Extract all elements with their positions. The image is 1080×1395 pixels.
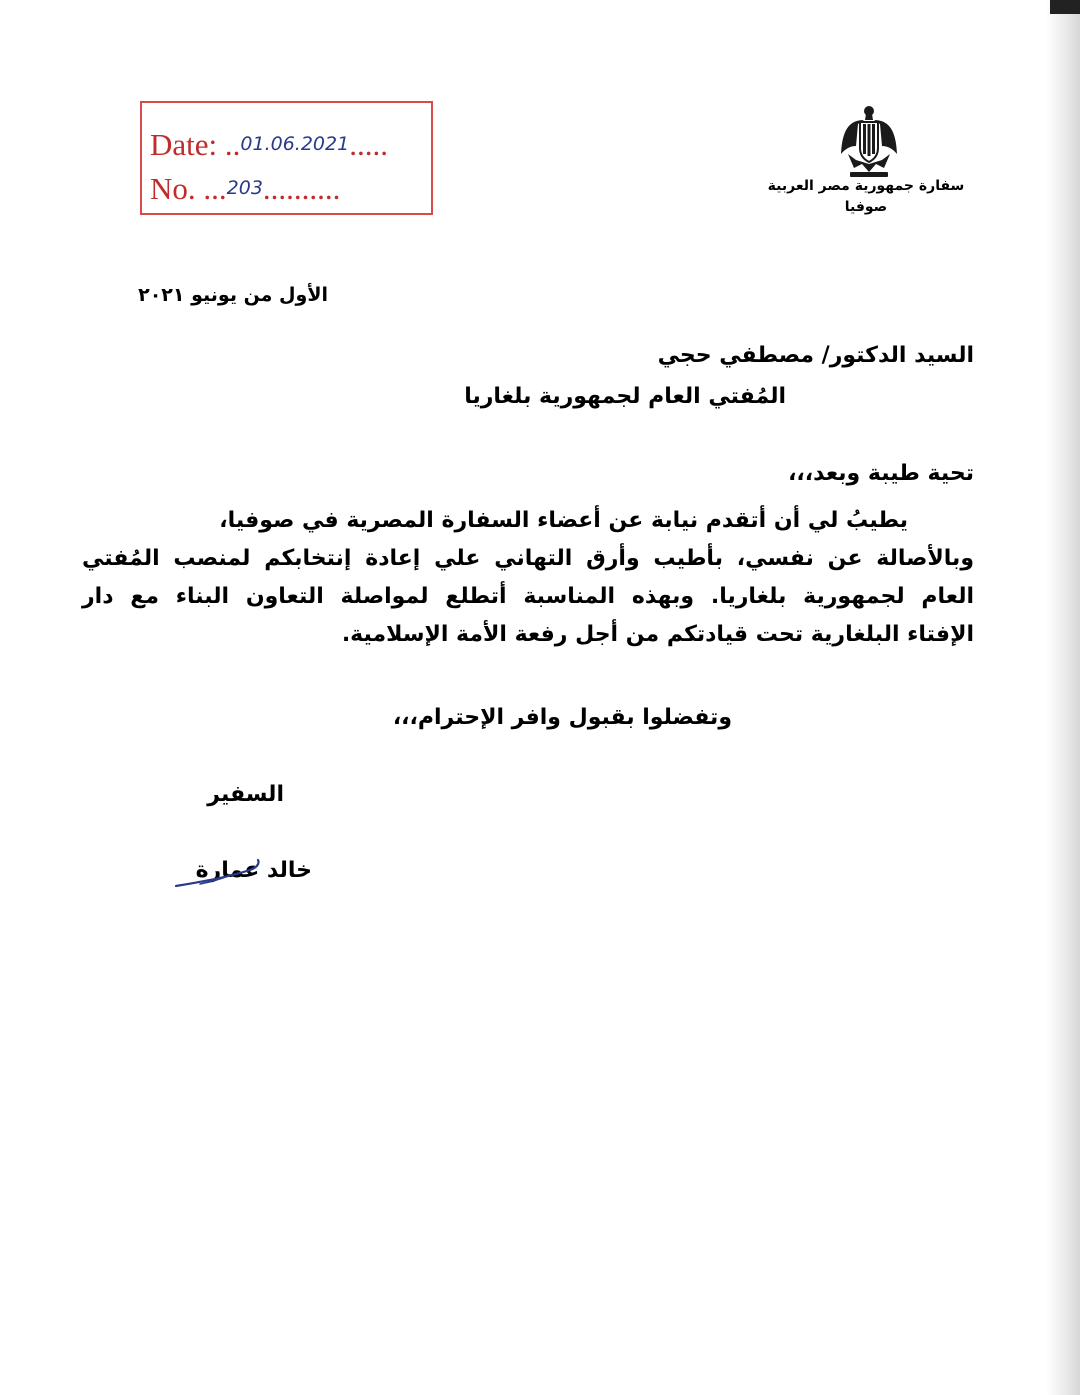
stamp-number-value: 203: [226, 177, 263, 199]
reference-stamp: [140, 101, 433, 215]
sender-embassy: سفارة جمهورية مصر العربية: [767, 178, 965, 194]
stamp-number-label: No.: [150, 171, 196, 206]
stamp-number-row: No. ...203..........: [150, 171, 341, 206]
signatory-title: السفير: [207, 782, 284, 807]
scan-edge: [1046, 0, 1080, 1395]
body-line: الإفتاء البلغارية تحت قيادتكم من أجل رفعة الأمة الإسلامية.: [341, 622, 974, 647]
signature-stroke-icon: [170, 852, 270, 892]
signatory-name: خالد عمارة: [195, 858, 312, 883]
recipient-name: السيد الدكتور/ مصطفي حجي: [657, 343, 974, 368]
sender-city: صوفيا: [844, 199, 888, 215]
body-line: يطيبُ لي أن أتقدم نيابة عن أعضاء السفارة المصرية في صوفيا،: [219, 508, 908, 533]
stamp-date-row: Date: ..01.06.2021.....: [150, 127, 388, 162]
letter-date: الأول من يونيو ٢٠٢١: [138, 284, 328, 306]
eagle-emblem-icon: [838, 102, 900, 182]
recipient-title: المُفتي العام لجمهورية بلغاريا: [464, 384, 786, 409]
scan-corner-mark: [1050, 0, 1080, 14]
letter-body: [82, 502, 974, 654]
body-line: وبالأصالة عن نفسي، بأطيب وأرق التهاني علي إعادة إنتخابكم لمنصب المُفتي: [82, 546, 974, 571]
body-line: العام لجمهورية بلغاريا. وبهذه المناسبة أتطلع لمواصلة التعاون البناء مع دار: [82, 584, 974, 609]
greeting: تحية طيبة وبعد،،،: [788, 461, 974, 486]
sender-block: [756, 176, 976, 218]
closing: وتفضلوا بقبول وافر الإحترام،،،: [392, 705, 732, 730]
stamp-date-value: 01.06.2021: [240, 133, 350, 155]
stamp-date-label: Date:: [150, 127, 218, 162]
